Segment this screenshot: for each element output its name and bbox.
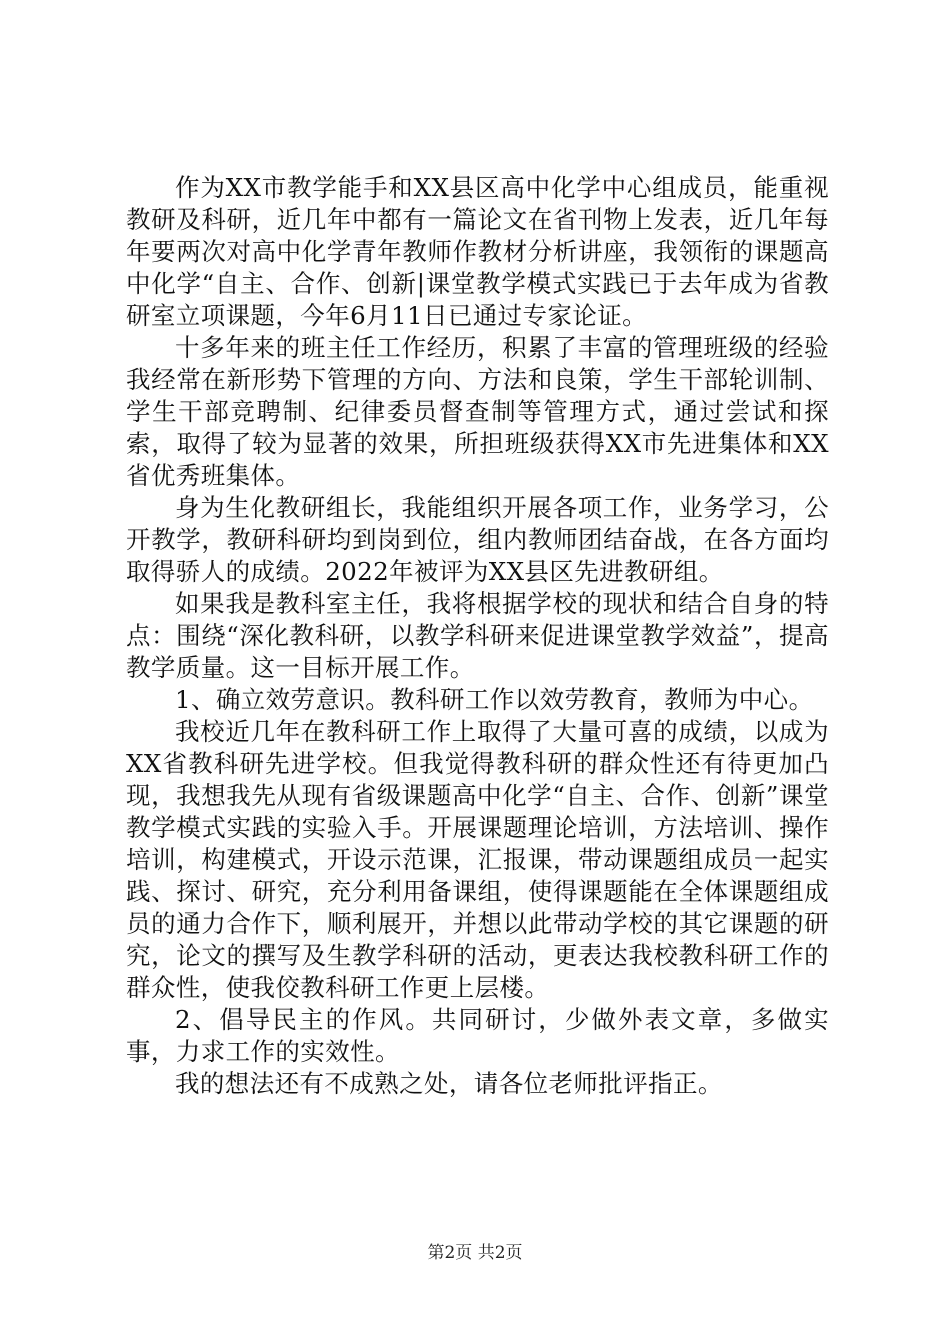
paragraph-7: 2、倡导民主的作风。共同研讨，少做外表文章，多做实事，力求工作的实效性。 — [126, 1005, 829, 1066]
paragraph-8: 我的想法还有不成熟之处，请各位老师批评指正。 — [175, 1069, 723, 1098]
document-body — [126, 172, 829, 1100]
paragraph-1: 作为XX市教学能手和XX县区高中化学中心组成员，能重视教研及科研，近几年中都有一篇论文在省刊物上发表，近几年每年要两次对高中化学青年教师作教材分析讲座，我领衔的课题高中化学“自主、合作、创新|课堂教学模式实践已于去年成为省教研室立项课题，今年6月11日已通过专家论证。 — [126, 173, 829, 330]
paragraph-2: 十多年来的班主任工作经历，积累了丰富的管理班级的经验我经常在新形势下管理的方向、方法和良策，学生干部轮训制、学生干部竞聘制、纪律委员督查制等管理方式，通过尝试和探索，取得了较为显著的效果，所担班级获得XX市先进集体和XX省优秀班集体。 — [126, 333, 829, 490]
page-footer: 第2页 共2页 — [427, 1243, 523, 1263]
paragraph-5: 1、确立效劳意识。教科研工作以效劳教育，教师为中心。 — [175, 685, 814, 714]
paragraph-4: 如果我是教科室主任，我将根据学校的现状和结合自身的特点：围绕“深化教科研，以教学科研来促进课堂教学效益”，提高教学质量。这一目标开展工作。 — [126, 589, 829, 682]
paragraph-3: 身为生化教研组长，我能组织开展各项工作，业务学习，公开教学，教研科研均到岗到位，组内教师团结奋战，在各方面均取得骄人的成绩。2022年被评为XX县区先进教研组。 — [126, 493, 829, 586]
paragraph-6: 我校近几年在教科研工作上取得了大量可喜的成绩，以成为XX省教科研先进学校。但我觉得教科研的群众性还有待更加凸现，我想我先从现有省级课题高中化学“自主、合作、创新”课堂教学模式实践的实验入手。开展课题理论培训，方法培训、操作培训，构建模式，开设示范课，汇报课，带动课题组成员一起实践、探讨、研究，充分利用备课组，使得课题能在全体课题组成员的通力合作下，顺利展开，并想以此带动学校的其它课题的研究，论文的撰写及生教学科研的活动，更表达我校教科研工作的群众性，使我佼教科研工作更上层楼。 — [126, 717, 829, 1002]
